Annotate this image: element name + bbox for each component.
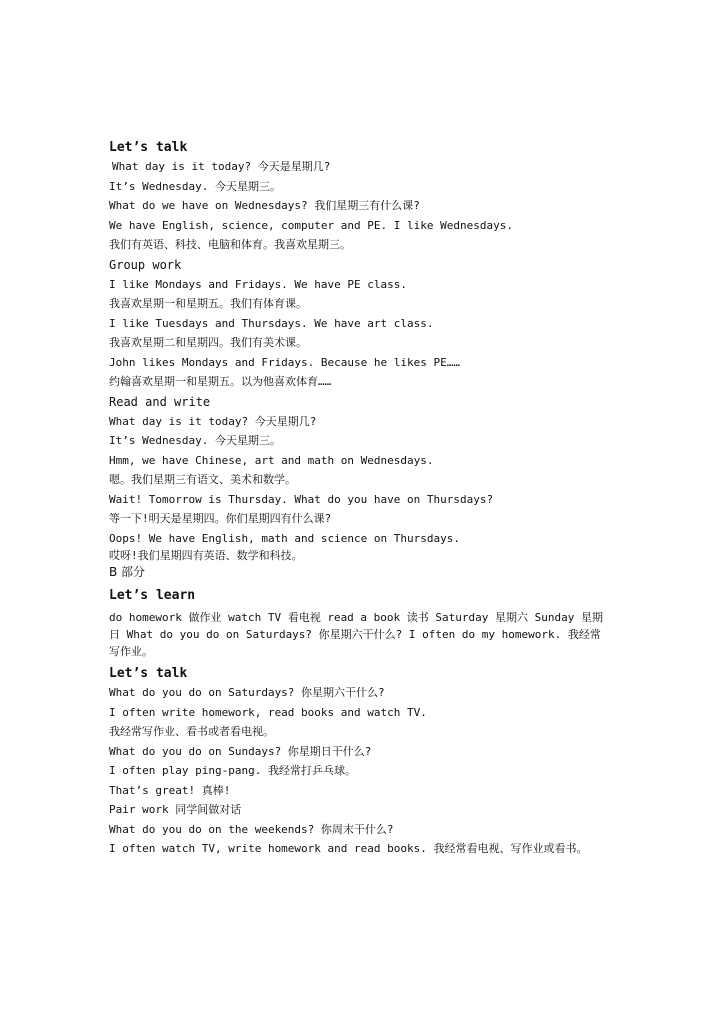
read-and-write-heading: Read and write bbox=[109, 394, 211, 409]
dialogue-line: 我喜欢星期二和星期四。我们有美术课。 bbox=[109, 336, 307, 349]
dialogue-line: I like Mondays and Fridays. We have PE class. bbox=[109, 277, 408, 291]
dialogue-line: Oops! We have English, math and science on Thursdays. bbox=[109, 531, 460, 545]
dialogue-line: That’s great! 真棒! bbox=[109, 783, 231, 797]
dialogue-line: 嗯。我们星期三有语文、美术和数学。 bbox=[109, 473, 296, 486]
dialogue-line: What do we have on Wednesdays? 我们星期三有什么课? bbox=[109, 199, 420, 212]
dialogue-line: I often play ping-pang. 我经常打乒乓球。 bbox=[109, 764, 356, 777]
dialogue-line: I often write homework, read books and watch TV. bbox=[109, 705, 427, 719]
dialogue-line: 我经常写作业、看书或者看电视。 bbox=[109, 725, 274, 738]
dialogue-line: 哎呀!我们星期四有英语、数学和科技。 bbox=[109, 549, 303, 562]
dialogue-line: It’s Wednesday. 今天星期三。 bbox=[109, 434, 281, 447]
dialogue-line: We have English, science, computer and PE. I like Wednesdays. bbox=[109, 218, 513, 232]
document-page bbox=[109, 138, 609, 859]
dialogue-line: What day is it today? 今天星期几? bbox=[109, 414, 317, 428]
vocabulary-paragraph: do homework 做作业 watch TV 看电视 read a book 读书 Saturday 星期六 Sunday 星期日 What do you do on Saturdays? 你星期六干什么? I often do my homework. 我经常写作业。 bbox=[109, 611, 603, 658]
dialogue-line: It’s Wednesday. 今天星期三。 bbox=[109, 179, 281, 193]
dialogue-line: 等一下!明天是星期四。你们星期四有什么课? bbox=[109, 512, 332, 525]
group-work-heading: Group work bbox=[109, 257, 182, 272]
dialogue-line: I like Tuesdays and Thursdays. We have art class. bbox=[109, 316, 434, 330]
dialogue-line: Hmm, we have Chinese, art and math on Wednesdays. bbox=[109, 453, 434, 467]
dialogue-line: 我们有英语、科技、电脑和体育。我喜欢星期三。 bbox=[109, 238, 351, 251]
lets-learn-heading: Let’s learn bbox=[109, 588, 196, 603]
dialogue-line: Wait! Tomorrow is Thursday. What do you have on Thursdays? bbox=[109, 492, 494, 506]
lets-talk-heading: Let’s talk bbox=[109, 140, 188, 155]
dialogue-line: 我喜欢星期一和星期五。我们有体育课。 bbox=[109, 297, 307, 310]
dialogue-line: John likes Mondays and Fridays. Because he likes PE…… bbox=[109, 355, 460, 369]
dialogue-line: 约翰喜欢星期一和星期五。以为他喜欢体育…… bbox=[109, 375, 332, 388]
dialogue-line: I often watch TV, write homework and read books. 我经常看电视、写作业或看书。 bbox=[109, 842, 588, 855]
pair-work-line: Pair work 同学间做对话 bbox=[109, 803, 242, 816]
dialogue-line: What do you do on Sundays? 你星期日干什么? bbox=[109, 744, 372, 758]
dialogue-line: What do you do on Saturdays? 你星期六干什么? bbox=[109, 686, 385, 699]
part-b-label: B 部分 bbox=[109, 565, 146, 579]
dialogue-line: What day is it today? 今天是星期几? bbox=[112, 160, 331, 173]
lets-talk-heading-b: Let’s talk bbox=[109, 666, 188, 681]
dialogue-line: What do you do on the weekends? 你周末干什么? bbox=[109, 822, 394, 836]
